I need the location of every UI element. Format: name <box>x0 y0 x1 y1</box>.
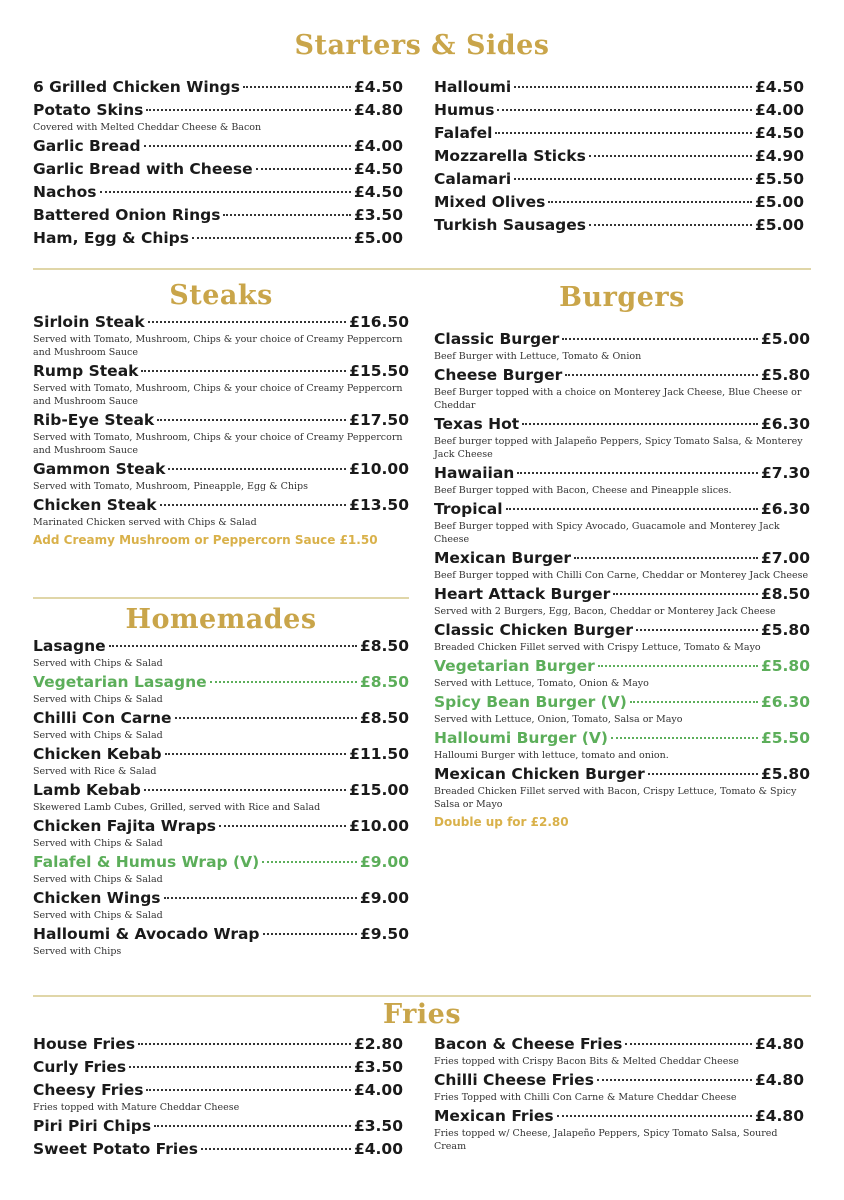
menu-item-price: £9.50 <box>359 925 409 943</box>
menu-item-line <box>33 780 409 801</box>
menu-item-price: £5.50 <box>754 170 804 188</box>
menu-item <box>434 77 804 98</box>
menu-item-name: Spicy Bean Burger (V) <box>434 693 627 711</box>
menu-item-line <box>33 672 409 693</box>
menu-item-name: Vegetarian Lasagne <box>33 673 207 691</box>
menu-item <box>434 656 810 690</box>
menu-item-description: Beef Burger topped with Chilli Con Carne, Cheddar or Monterey Jack Cheese <box>434 570 809 581</box>
menu-item-line <box>434 100 804 121</box>
menu-item <box>33 1139 403 1160</box>
dot-leader <box>263 933 357 935</box>
menu-item-name: Rump Steak <box>33 362 139 380</box>
menu-item-line <box>33 228 403 249</box>
menu-item-name: Mixed Olives <box>434 193 546 211</box>
menu-item-name: Sweet Potato Fries <box>33 1140 198 1158</box>
menu-item-name: Turkish Sausages <box>434 216 587 234</box>
menu-item <box>33 459 409 493</box>
menu-item-price: £17.50 <box>349 411 409 429</box>
menu-item-name: Chicken Kebab <box>33 745 162 763</box>
menu-item-price: £5.00 <box>754 216 804 234</box>
menu-item-line <box>33 361 409 382</box>
menu-item-name: Hawaiian <box>434 464 515 482</box>
menu-item-line <box>33 1034 403 1055</box>
menu-item-line <box>434 192 804 213</box>
menu-item-name: Nachos <box>33 183 97 201</box>
menu-item <box>33 100 403 134</box>
menu-item-price: £8.50 <box>760 585 810 603</box>
menu-item-line <box>434 499 810 520</box>
menu-item-name: Chicken Wings <box>33 889 161 907</box>
menu-item-name: Mozzarella Sticks <box>434 147 586 165</box>
steaks-column <box>33 312 409 547</box>
section-divider <box>33 995 811 997</box>
section-title-fries: Fries <box>382 999 462 1030</box>
menu-item <box>33 636 409 670</box>
section-title-burgers: Burgers <box>559 282 685 313</box>
menu-item-name: Cheesy Fries <box>33 1081 144 1099</box>
menu-item-name: Halloumi Burger (V) <box>434 729 608 747</box>
menu-item-price: £16.50 <box>349 313 409 331</box>
menu-item-price: £4.80 <box>754 1035 804 1053</box>
menu-item-line <box>33 205 403 226</box>
menu-item-line <box>33 312 409 333</box>
menu-item-line <box>434 414 810 435</box>
menu-item-description: Fries topped with Mature Cheddar Cheese <box>33 1102 240 1113</box>
menu-item-name: Piri Piri Chips <box>33 1117 152 1135</box>
menu-item-line <box>33 410 409 431</box>
menu-item-name: Classic Chicken Burger <box>434 621 633 639</box>
menu-item <box>434 169 804 190</box>
menu-item-price: £13.50 <box>349 496 409 514</box>
menu-item-price: £8.50 <box>359 637 409 655</box>
menu-item <box>434 692 810 726</box>
menu-item-description: Covered with Melted Cheddar Cheese & Bacon <box>33 122 262 133</box>
menu-item <box>33 780 409 814</box>
menu-item-line <box>33 1116 403 1137</box>
menu-item-description: Served with Chips & Salad <box>33 838 163 849</box>
dot-leader <box>164 897 357 899</box>
menu-item <box>434 548 810 582</box>
dot-leader <box>611 737 758 739</box>
dot-leader <box>141 370 346 372</box>
menu-item <box>33 1080 403 1114</box>
menu-item-name: Sirloin Steak <box>33 313 145 331</box>
section-divider <box>33 597 409 599</box>
dot-leader <box>138 1043 351 1045</box>
menu-item <box>33 852 409 886</box>
menu-item-description: Beef Burger topped with a choice on Monterey Jack Cheese, Blue Cheese or Cheddar <box>434 387 802 411</box>
dot-leader <box>165 753 347 755</box>
dot-leader <box>574 557 758 559</box>
menu-item <box>33 744 409 778</box>
menu-item-name: Lasagne <box>33 637 106 655</box>
menu-item-line <box>434 365 810 386</box>
menu-item-price: £4.00 <box>353 137 403 155</box>
menu-item-description: Served with Chips <box>33 946 122 957</box>
menu-item-name: Battered Onion Rings <box>33 206 221 224</box>
menu-item <box>33 495 409 529</box>
dot-leader <box>160 504 347 506</box>
menu-item-line <box>434 463 810 484</box>
menu-item-price: £15.50 <box>349 362 409 380</box>
menu-item-price: £10.00 <box>349 460 409 478</box>
menu-item-price: £3.50 <box>353 206 403 224</box>
menu-item <box>434 499 810 546</box>
menu-item-line <box>434 1070 804 1091</box>
menu-item-description: Fries topped with Crispy Bacon Bits & Melted Cheddar Cheese <box>434 1056 739 1067</box>
menu-item-name: Gammon Steak <box>33 460 166 478</box>
menu-item <box>33 182 403 203</box>
starters-right-column <box>434 77 804 238</box>
menu-item-price: £5.00 <box>353 229 403 247</box>
dot-leader <box>148 321 346 323</box>
menu-item-line <box>434 656 810 677</box>
menu-item <box>434 215 804 236</box>
section-divider <box>33 268 811 270</box>
menu-item-price: £3.50 <box>353 1117 403 1135</box>
menu-item-line <box>434 584 810 605</box>
dot-leader <box>495 132 751 134</box>
menu-item-description: Fries topped w/ Cheese, Jalapeño Peppers, Spicy Tomato Salsa, Soured Cream <box>434 1128 778 1152</box>
dot-leader <box>201 1148 351 1150</box>
menu-item-line <box>33 1139 403 1160</box>
menu-item-price: £4.80 <box>754 1107 804 1125</box>
dot-leader <box>514 86 752 88</box>
menu-item-line <box>33 852 409 873</box>
menu-item-name: Potato Skins <box>33 101 144 119</box>
menu-item <box>33 1057 403 1078</box>
fries-right-column <box>434 1034 804 1155</box>
dot-leader <box>146 109 351 111</box>
menu-item <box>434 146 804 167</box>
menu-item-name: Chicken Fajita Wraps <box>33 817 217 835</box>
menu-item-price: £5.80 <box>760 621 810 639</box>
menu-item-name: Bacon & Cheese Fries <box>434 1035 623 1053</box>
menu-item-name: 6 Grilled Chicken Wings <box>33 78 241 96</box>
menu-item-price: £5.80 <box>760 657 810 675</box>
menu-item <box>33 361 409 408</box>
menu-item-line <box>33 136 403 157</box>
menu-item <box>434 329 810 363</box>
menu-item-price: £4.00 <box>353 1140 403 1158</box>
dot-leader <box>168 468 346 470</box>
menu-item <box>33 672 409 706</box>
menu-item-description: Fries Topped with Chilli Con Carne & Mature Cheddar Cheese <box>434 1092 737 1103</box>
dot-leader <box>256 168 351 170</box>
menu-item <box>434 1070 804 1104</box>
menu-item-name: Mexican Chicken Burger <box>434 765 645 783</box>
menu-item-line <box>434 146 804 167</box>
dot-leader <box>565 374 758 376</box>
menu-item-name: Garlic Bread <box>33 137 141 155</box>
menu-item-price: £2.80 <box>353 1035 403 1053</box>
menu-item-name: Lamb Kebab <box>33 781 141 799</box>
menu-item-line <box>33 182 403 203</box>
dot-leader <box>210 681 357 683</box>
menu-item-description: Served with 2 Burgers, Egg, Bacon, Cheddar or Monterey Jack Cheese <box>434 606 776 617</box>
menu-item <box>33 1116 403 1137</box>
menu-item-line <box>33 159 403 180</box>
menu-item-price: £4.80 <box>754 1071 804 1089</box>
menu-item-description: Served with Tomato, Mushroom, Pineapple, Egg & Chips <box>33 481 308 492</box>
menu-item-description: Beef burger topped with Jalapeño Peppers, Spicy Tomato Salsa, & Monterey Jack Cheese <box>434 436 803 460</box>
menu-item-line <box>33 459 409 480</box>
dot-leader <box>144 789 346 791</box>
menu-item-price: £7.30 <box>760 464 810 482</box>
dot-leader <box>636 629 758 631</box>
menu-item-name: Falafel <box>434 124 493 142</box>
menu-item-line <box>434 692 810 713</box>
menu-item-description: Breaded Chicken Fillet served with Bacon, Crispy Lettuce, Tomato & Spicy Salsa or Mayo <box>434 786 797 810</box>
menu-item <box>434 1034 804 1068</box>
menu-item-name: Curly Fries <box>33 1058 127 1076</box>
menu-item-description: Served with Tomato, Mushroom, Chips & your choice of Creamy Peppercorn and Mushroom Sauce <box>33 383 403 407</box>
dot-leader <box>514 178 752 180</box>
menu-item <box>434 365 810 412</box>
menu-item-line <box>33 1057 403 1078</box>
menu-item <box>33 159 403 180</box>
burgers-column <box>434 329 810 829</box>
menu-item-name: Cheese Burger <box>434 366 563 384</box>
menu-item <box>434 123 804 144</box>
dot-leader <box>129 1066 351 1068</box>
menu-item <box>33 410 409 457</box>
dot-leader <box>144 145 351 147</box>
menu-item-description: Served with Chips & Salad <box>33 910 163 921</box>
menu-item-price: £5.50 <box>760 729 810 747</box>
menu-item-name: Texas Hot <box>434 415 520 433</box>
menu-item-description: Served with Tomato, Mushroom, Chips & your choice of Creamy Peppercorn and Mushroom Sauce <box>33 334 403 358</box>
dot-leader <box>243 86 351 88</box>
menu-item-description: Served with Tomato, Mushroom, Chips & your choice of Creamy Peppercorn and Mushroom Sauce <box>33 432 403 456</box>
dot-leader <box>562 338 758 340</box>
menu-item-price: £4.50 <box>353 78 403 96</box>
menu-item-price: £8.50 <box>359 673 409 691</box>
menu-item-price: £4.90 <box>754 147 804 165</box>
menu-item-description: Marinated Chicken served with Chips & Salad <box>33 517 257 528</box>
menu-item-line <box>33 888 409 909</box>
menu-item <box>434 584 810 618</box>
menu-item-price: £11.50 <box>349 745 409 763</box>
menu-item-description: Served with Chips & Salad <box>33 658 163 669</box>
menu-item-description: Served with Lettuce, Tomato, Onion & Mayo <box>434 678 649 689</box>
menu-item-name: Mexican Burger <box>434 549 572 567</box>
dot-leader <box>175 717 357 719</box>
menu-item <box>434 764 810 811</box>
menu-item-line <box>33 924 409 945</box>
dot-leader <box>154 1125 351 1127</box>
menu-item-name: Heart Attack Burger <box>434 585 611 603</box>
menu-item-line <box>434 77 804 98</box>
menu-item <box>33 708 409 742</box>
menu-item-name: Chicken Steak <box>33 496 157 514</box>
menu-item-price: £9.00 <box>359 889 409 907</box>
dot-leader <box>506 508 758 510</box>
menu-item-price: £6.30 <box>760 500 810 518</box>
menu-item-line <box>33 100 403 121</box>
menu-item-description: Breaded Chicken Fillet served with Crispy Lettuce, Tomato & Mayo <box>434 642 761 653</box>
menu-item <box>33 924 409 958</box>
menu-item <box>33 1034 403 1055</box>
menu-item-name: Halloumi & Avocado Wrap <box>33 925 260 943</box>
dot-leader <box>630 701 758 703</box>
dot-leader <box>597 1079 752 1081</box>
menu-item-description: Beef Burger topped with Bacon, Cheese and Pineapple slices. <box>434 485 732 496</box>
menu-item <box>434 620 810 654</box>
menu-item-line <box>434 169 804 190</box>
menu-item <box>434 100 804 121</box>
dot-leader <box>109 645 357 647</box>
menu-item-line <box>434 728 810 749</box>
menu-item-name: Classic Burger <box>434 330 560 348</box>
menu-item-name: Garlic Bread with Cheese <box>33 160 253 178</box>
menu-item-price: £4.00 <box>353 1081 403 1099</box>
menu-item <box>33 205 403 226</box>
section-title-steaks: Steaks <box>169 280 273 311</box>
menu-item <box>33 136 403 157</box>
dot-leader <box>157 419 346 421</box>
menu-item-line <box>33 816 409 837</box>
menu-item-price: £8.50 <box>359 709 409 727</box>
homemades-column <box>33 636 409 960</box>
menu-item-description: Halloumi Burger with lettuce, tomato and onion. <box>434 750 669 761</box>
menu-item-line <box>33 636 409 657</box>
menu-item-price: £4.80 <box>353 101 403 119</box>
dot-leader <box>517 472 758 474</box>
menu-item <box>33 312 409 359</box>
menu-item-description: Served with Rice & Salad <box>33 766 157 777</box>
menu-item-line <box>434 215 804 236</box>
section-title-homemades: Homemades <box>125 604 317 635</box>
menu-item-name: Mexican Fries <box>434 1107 554 1125</box>
menu-item <box>434 192 804 213</box>
dot-leader <box>548 201 752 203</box>
menu-item <box>33 816 409 850</box>
dot-leader <box>598 665 758 667</box>
dot-leader <box>557 1115 752 1117</box>
menu-item-description: Served with Chips & Salad <box>33 694 163 705</box>
dot-leader <box>100 191 351 193</box>
dot-leader <box>625 1043 752 1045</box>
menu-item-price: £4.50 <box>353 160 403 178</box>
menu-item <box>434 1106 804 1153</box>
menu-item <box>33 228 403 249</box>
dot-leader <box>262 861 357 863</box>
menu-item-name: Tropical <box>434 500 503 518</box>
menu-item-name: Humus <box>434 101 495 119</box>
menu-item <box>434 414 810 461</box>
menu-item <box>434 728 810 762</box>
menu-item-price: £10.00 <box>349 817 409 835</box>
menu-item-price: £7.00 <box>760 549 810 567</box>
menu-item-line <box>434 329 810 350</box>
dot-leader <box>589 155 752 157</box>
dot-leader <box>219 825 346 827</box>
starters-left-column <box>33 77 403 251</box>
menu-item <box>33 77 403 98</box>
menu-item-price: £6.30 <box>760 415 810 433</box>
menu-item-name: Vegetarian Burger <box>434 657 595 675</box>
menu-item-line <box>33 744 409 765</box>
section-note: Double up for £2.80 <box>434 815 569 829</box>
section-note: Add Creamy Mushroom or Peppercorn Sauce £1.50 <box>33 533 378 547</box>
menu-item-line <box>33 1080 403 1101</box>
section-title-starters: Starters & Sides <box>294 30 550 61</box>
menu-item-price: £6.30 <box>760 693 810 711</box>
menu-item-price: £4.50 <box>754 78 804 96</box>
menu-item-price: £15.00 <box>349 781 409 799</box>
menu-item-price: £5.80 <box>760 366 810 384</box>
menu-item-price: £4.00 <box>754 101 804 119</box>
menu-item-price: £9.00 <box>359 853 409 871</box>
dot-leader <box>146 1089 351 1091</box>
dot-leader <box>497 109 752 111</box>
menu-item-price: £5.00 <box>754 193 804 211</box>
menu-item-price: £3.50 <box>353 1058 403 1076</box>
menu-item-line <box>33 495 409 516</box>
menu-item-description: Served with Chips & Salad <box>33 730 163 741</box>
dot-leader <box>192 237 351 239</box>
menu-item-name: Falafel & Humus Wrap (V) <box>33 853 260 871</box>
dot-leader <box>522 423 758 425</box>
menu-item-line <box>434 620 810 641</box>
menu-item-line <box>33 77 403 98</box>
dot-leader <box>613 593 758 595</box>
menu-item-price: £5.00 <box>760 330 810 348</box>
menu-item-description: Served with Chips & Salad <box>33 874 163 885</box>
menu-item-name: Rib-Eye Steak <box>33 411 155 429</box>
menu-item-line <box>434 764 810 785</box>
menu-item <box>33 888 409 922</box>
menu-item-line <box>33 708 409 729</box>
dot-leader <box>223 214 351 216</box>
dot-leader <box>589 224 752 226</box>
menu-item-name: Calamari <box>434 170 512 188</box>
dot-leader <box>648 773 758 775</box>
menu-item-name: Chilli Con Carne <box>33 709 172 727</box>
menu-item-line <box>434 548 810 569</box>
fries-left-column <box>33 1034 403 1162</box>
menu-item-price: £5.80 <box>760 765 810 783</box>
menu-item-line <box>434 1106 804 1127</box>
menu-item <box>434 463 810 497</box>
menu-item-price: £4.50 <box>754 124 804 142</box>
menu-item-name: Ham, Egg & Chips <box>33 229 189 247</box>
menu-item-price: £4.50 <box>353 183 403 201</box>
menu-item-name: House Fries <box>33 1035 136 1053</box>
menu-item-name: Halloumi <box>434 78 512 96</box>
menu-item-description: Served with Lettuce, Onion, Tomato, Salsa or Mayo <box>434 714 683 725</box>
menu-item-description: Beef Burger topped with Spicy Avocado, Guacamole and Monterey Jack Cheese <box>434 521 780 545</box>
menu-item-line <box>434 1034 804 1055</box>
menu-item-description: Beef Burger with Lettuce, Tomato & Onion <box>434 351 642 362</box>
menu-item-name: Chilli Cheese Fries <box>434 1071 594 1089</box>
menu-item-line <box>434 123 804 144</box>
menu-item-description: Skewered Lamb Cubes, Grilled, served with Rice and Salad <box>33 802 321 813</box>
